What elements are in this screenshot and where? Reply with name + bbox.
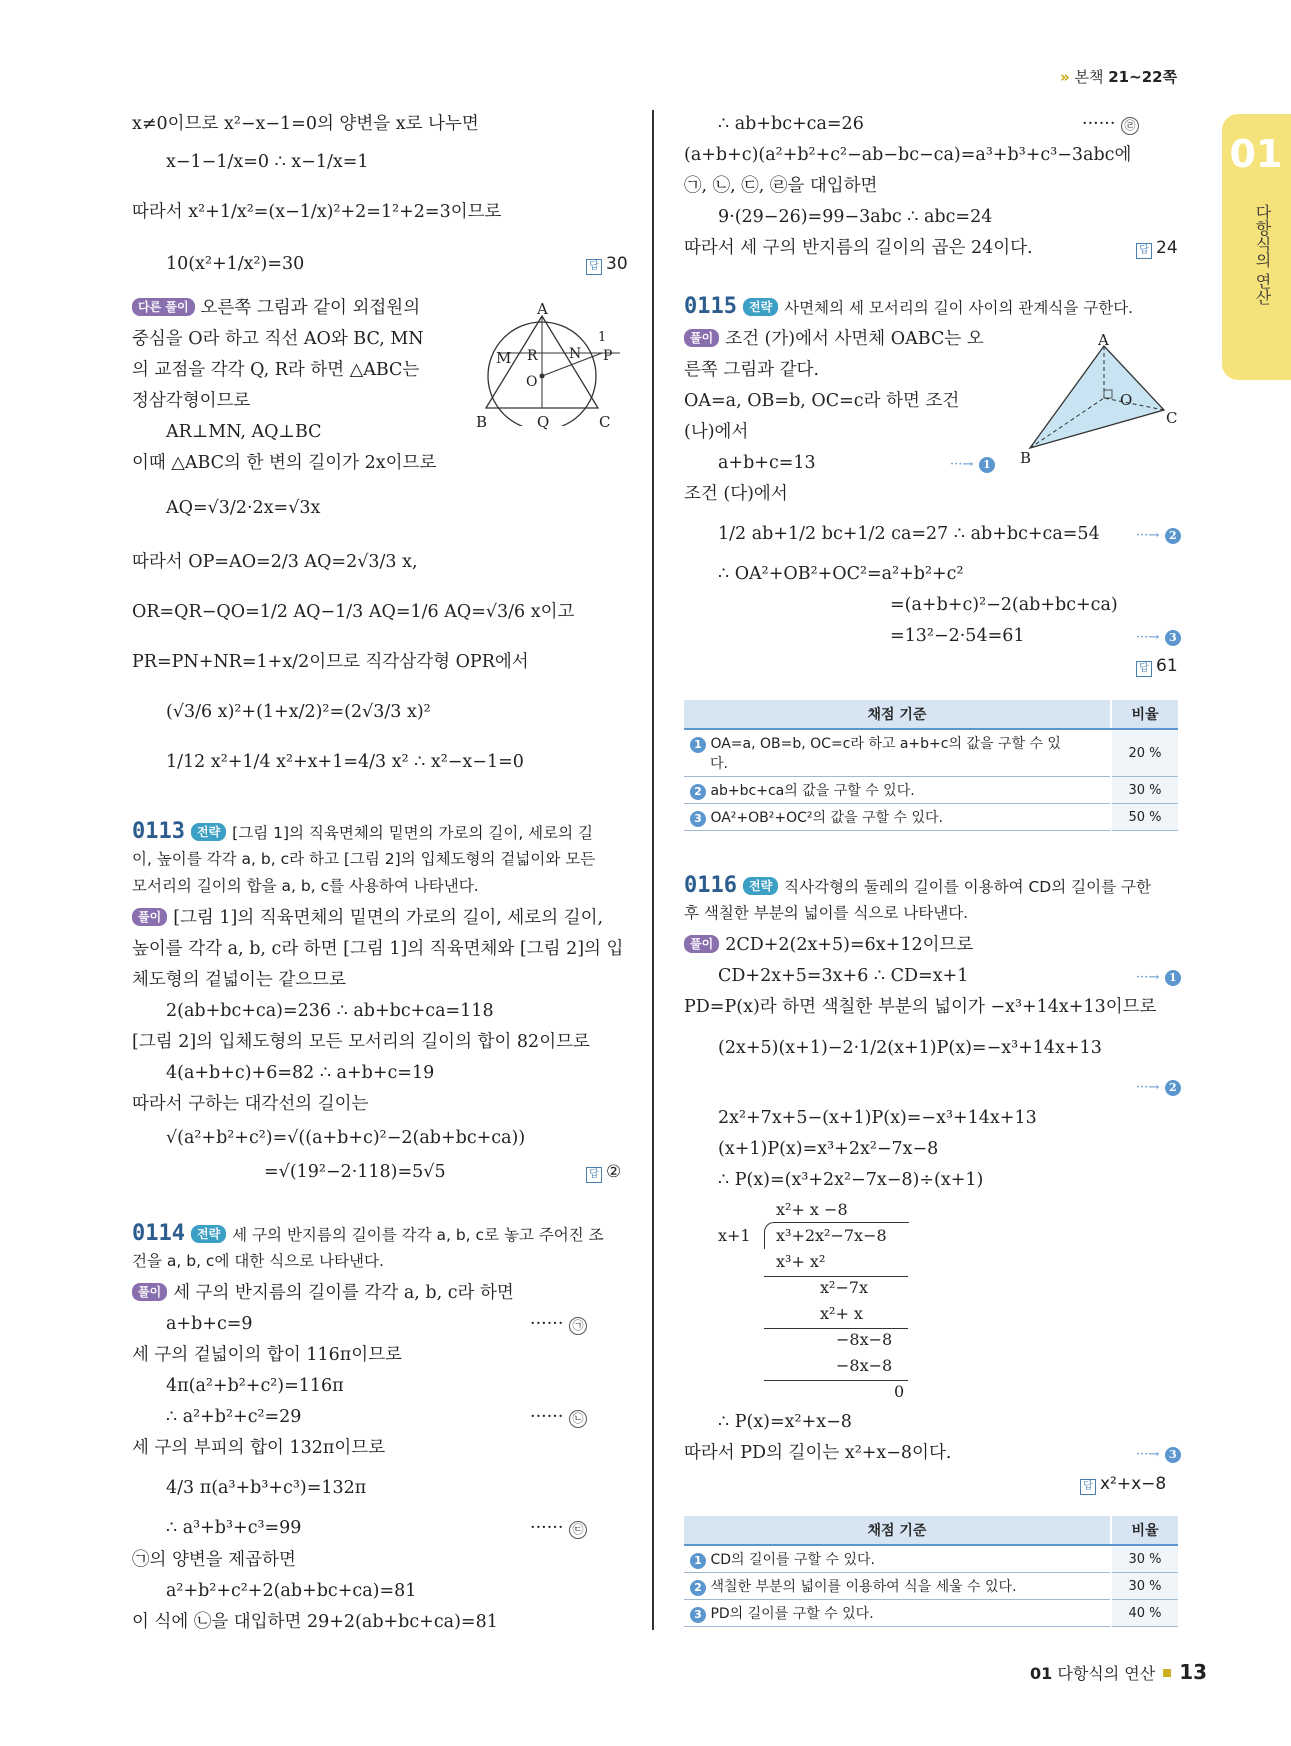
equation: 2x²+7x+5−(x+1)P(x)=−x³+14x+13 <box>718 1108 1037 1128</box>
text-line: PD=P(x)라 하면 색칠한 부분의 넓이가 −x³+14x+13이므로 <box>684 997 1157 1017</box>
answer: 답 30 <box>586 254 628 275</box>
equation: 4π(a²+b²+c²)=116π <box>166 1376 344 1396</box>
equation: 4/3 π(a³+b³+c³)=132π <box>166 1478 367 1498</box>
fig-label-one: 1 <box>598 330 607 345</box>
equation: AR⊥MN, AQ⊥BC <box>166 422 322 442</box>
equation: ∴ P(x)=(x³+2x²−7x−8)÷(x+1) <box>718 1170 984 1190</box>
equation: ∴ a²+b²+c²=29 <box>166 1407 302 1427</box>
arrow-icon: ···→ <box>1136 630 1160 645</box>
scoring-table-0116 <box>684 1516 1178 1627</box>
solution-badge: 풀이 <box>132 1283 167 1301</box>
text-line: [그림 2]의 입체도형의 모든 모서리의 길이의 합이 82이므로 <box>132 1032 590 1052</box>
page-number: 13 <box>1179 1660 1208 1684</box>
table-cell: 1 CD의 길이를 구할 수 있다. <box>684 1545 1111 1573</box>
answer: 답 61 <box>1136 656 1178 677</box>
division-step: x³+ x² <box>776 1252 826 1271</box>
fig-label-c: C <box>599 413 611 431</box>
solution-line: 풀이 조건 (가)에서 사면체 OABC는 오 <box>684 327 984 351</box>
text-line: 른쪽 그림과 같다. <box>684 360 820 380</box>
text-line: 세 구의 부피의 합이 132π이므로 <box>132 1438 386 1458</box>
alt-solution-badge: 다른 풀이 <box>132 298 195 316</box>
table-cell: 50 % <box>1111 804 1178 831</box>
table-header-ratio: 비율 <box>1111 700 1178 729</box>
equation: a+b+c=13 <box>718 453 816 473</box>
step-marker: ···→ 1 <box>950 451 995 477</box>
table-header-criteria: 채점 기준 <box>684 1516 1111 1545</box>
strategy-badge: 전략 <box>191 823 226 841</box>
step-marker: ···→ 1 <box>1136 964 1181 990</box>
text-line: 따라서 PD의 길이는 x²+x−8이다. <box>684 1443 952 1463</box>
equation: 따라서 OP=AO=2/3 AQ=2√3/3 x, <box>132 552 418 572</box>
equation: CD+2x+5=3x+6 ∴ CD=x+1 <box>718 966 969 986</box>
fig-label-p: P <box>603 348 613 364</box>
equation: PR=PN+NR=1+x/2이므로 직각삼각형 OPR에서 <box>132 652 529 672</box>
equation: a+b+c=9 <box>166 1314 253 1334</box>
problem-number: 0116 <box>684 873 737 898</box>
table-cell: 3 PD의 길이를 구할 수 있다. <box>684 1600 1111 1627</box>
text-line: 체도형의 겉넓이는 같으므로 <box>132 970 346 990</box>
problem-0114-strategy: 0114 전략 세 구의 반지름의 길이를 각각 a, b, c로 놓고 주어진 조 <box>132 1221 604 1246</box>
answer-box-icon: 답 <box>1136 661 1152 677</box>
text-line: 이 식에 ㉡을 대입하면 29+2(ab+bc+ca)=81 <box>132 1612 498 1632</box>
marker: ······ ㉢ <box>530 1516 587 1540</box>
equation: 4(a+b+c)+6=82 ∴ a+b+c=19 <box>166 1063 435 1083</box>
tetrahedron-figure <box>1010 330 1180 460</box>
text-line: (나)에서 <box>684 422 749 442</box>
solution-line: 풀이 2CD+2(2x+5)=6x+12이므로 <box>684 933 973 957</box>
fig-label-b: B <box>476 413 488 431</box>
answer: 답 x²+x−8 <box>1080 1474 1166 1495</box>
problem-number: 0115 <box>684 294 737 319</box>
text-line: 따라서 x²+1/x²=(x−1/x)²+2=1²+2=3이므로 <box>132 202 502 222</box>
footer-chapter-number: 01 <box>1030 1664 1053 1683</box>
text-line: 후 색칠한 부분의 넓이를 식으로 나타낸다. <box>684 904 969 922</box>
table-cell: 40 % <box>1111 1600 1178 1627</box>
table-row <box>684 777 1178 804</box>
division-step: x²+ x <box>820 1304 863 1323</box>
equation: a²+b²+c²+2(ab+bc+ca)=81 <box>166 1581 417 1601</box>
page-footer <box>1030 1660 1207 1684</box>
table-row <box>684 1545 1178 1573</box>
answer-box-icon: 답 <box>586 1167 602 1183</box>
table-header <box>684 700 1178 729</box>
division-rule <box>764 1380 908 1381</box>
solution-badge: 풀이 <box>684 329 719 347</box>
strategy-badge: 전략 <box>743 877 778 895</box>
equation: ∴ P(x)=x²+x−8 <box>718 1412 852 1432</box>
table-row <box>684 1600 1178 1627</box>
equation: 10(x²+1/x²)=30 <box>166 254 305 274</box>
arrow-icon: ···→ <box>1136 1447 1160 1462</box>
step-marker: ···→ 3 <box>1136 1441 1181 1467</box>
equation: 9·(29−26)=99−3abc ∴ abc=24 <box>718 207 993 227</box>
answer-box-icon: 답 <box>586 259 602 275</box>
double-chevron-icon: » <box>1060 68 1070 86</box>
equation: (√3/6 x)²+(1+x/2)²=(2√3/3 x)² <box>166 702 431 722</box>
table-cell: 20 % <box>1111 729 1178 777</box>
table-row <box>684 1573 1178 1600</box>
arrow-icon: ···→ <box>1136 528 1160 543</box>
fig-label-b: B <box>1020 449 1032 467</box>
equation: ∴ OA²+OB²+OC²=a²+b²+c² <box>718 564 964 584</box>
chapter-tab-number: 01 <box>1229 132 1283 176</box>
equation: x−1−1/x=0 ∴ x−1/x=1 <box>166 152 369 172</box>
text-line: 따라서 구하는 대각선의 길이는 <box>132 1094 369 1114</box>
text-line: 이, 높이를 각각 a, b, c라 하고 [그림 2]의 입체도형의 겉넓이와 모든 <box>132 850 596 868</box>
problem-number: 0114 <box>132 1221 185 1246</box>
text-line: ㉠의 양변을 제곱하면 <box>132 1550 296 1570</box>
arrow-icon: ···→ <box>1136 1080 1160 1095</box>
arrow-icon: ···→ <box>1136 970 1160 985</box>
table-row <box>684 729 1178 777</box>
table-cell: 30 % <box>1111 1545 1178 1573</box>
equation: 2(ab+bc+ca)=236 ∴ ab+bc+ca=118 <box>166 1001 494 1021</box>
problem-0116-strategy: 0116 전략 직사각형의 둘레의 길이를 이용하여 CD의 길이를 구한 <box>684 873 1151 898</box>
division-step: −8x−8 <box>836 1356 893 1375</box>
table-cell: 30 % <box>1111 777 1178 804</box>
answer-box-icon: 답 <box>1080 1479 1096 1495</box>
equation: (x+1)P(x)=x³+2x²−7x−8 <box>718 1139 939 1159</box>
table-header <box>684 1516 1178 1545</box>
text-line: 정삼각형이므로 <box>132 391 251 411</box>
fig-label-c: C <box>1166 409 1178 427</box>
arrow-icon: ···→ <box>950 457 974 472</box>
answer-box-icon: 답 <box>1136 243 1152 259</box>
marker: ······ ㉡ <box>530 1405 587 1429</box>
fig-label-r: R <box>527 348 538 364</box>
division-quotient: x²+ x −8 <box>776 1200 848 1219</box>
text-line: 중심을 O라 하고 직선 AO와 BC, MN <box>132 329 424 349</box>
problem-0113-strategy: 0113 전략 [그림 1]의 직육면체의 밑면의 가로의 길이, 세로의 길 <box>132 819 594 844</box>
answer: 답 24 <box>1136 238 1178 259</box>
text-line: x≠0이므로 x²−x−1=0의 양변을 x로 나누면 <box>132 114 479 134</box>
solution-line: 풀이 [그림 1]의 직육면체의 밑면의 가로의 길이, 세로의 길이, <box>132 906 603 930</box>
division-dividend: x³+2x²−7x−8 <box>776 1226 887 1245</box>
fig-label-n: N <box>569 346 582 362</box>
square-icon <box>1163 1669 1171 1677</box>
strategy-badge: 전략 <box>191 1225 226 1243</box>
alt-solution-line: 다른 풀이 오른쪽 그림과 같이 외접원의 <box>132 296 420 320</box>
table-cell: 2 ab+bc+ca의 값을 구할 수 있다. <box>684 777 1111 804</box>
text-line: 모서리의 길이의 합을 a, b, c를 사용하여 나타낸다. <box>132 877 479 895</box>
step-marker: ···→ 3 <box>1136 624 1181 650</box>
chapter-tab-title: 다항식의 연산 <box>1253 204 1272 306</box>
step-marker: ···→ 2 <box>1136 522 1181 548</box>
table-cell: 2 색칠한 부분의 넓이를 이용하여 식을 세울 수 있다. <box>684 1573 1111 1600</box>
fig-label-a: A <box>1098 331 1109 349</box>
text-line: 세 구의 겉넓이의 합이 116π이므로 <box>132 1345 403 1365</box>
fig-label-a: A <box>537 300 548 318</box>
problem-number: 0113 <box>132 819 185 844</box>
text-line: ㉠, ㉡, ㉢, ㉣을 대입하면 <box>684 176 878 196</box>
equation: (2x+5)(x+1)−2·1/2(x+1)P(x)=−x³+14x+13 <box>718 1038 1102 1058</box>
text-line: 높이를 각각 a, b, c라 하면 [그림 1]의 직육면체와 [그림 2]의 입 <box>132 939 624 959</box>
text-line: 따라서 세 구의 반지름의 길이의 곱은 24이다. <box>684 238 1033 258</box>
marker: ······ ㉣ <box>1082 112 1139 136</box>
division-step: x²−7x <box>820 1278 869 1297</box>
text-line: 이때 △ABC의 한 변의 길이가 2x이므로 <box>132 453 437 473</box>
scoring-table-0115 <box>684 700 1178 831</box>
equation: 1/2 ab+1/2 bc+1/2 ca=27 ∴ ab+bc+ca=54 <box>718 524 1100 544</box>
division-remainder: 0 <box>894 1382 905 1401</box>
equation: OR=QR−QO=1/2 AQ−1/3 AQ=1/6 AQ=√3/6 x이고 <box>132 602 575 622</box>
step-marker: ···→ 2 <box>1136 1074 1181 1100</box>
equation: ∴ ab+bc+ca=26 <box>718 114 864 134</box>
table-cell: 30 % <box>1111 1573 1178 1600</box>
chapter-tab <box>1222 114 1291 380</box>
fig-label-m: M <box>496 349 512 367</box>
equation: =(a+b+c)²−2(ab+bc+ca) <box>890 595 1118 615</box>
fig-label-o: O <box>1120 391 1133 409</box>
strategy-badge: 전략 <box>743 298 778 316</box>
text-line: 건을 a, b, c에 대한 식으로 나타낸다. <box>132 1252 384 1270</box>
equation: √(a²+b²+c²)=√((a+b+c)²−2(ab+bc+ca)) <box>166 1128 526 1148</box>
problem-0115-strategy: 0115 전략 사면체의 세 모서리의 길이 사이의 관계식을 구한다. <box>684 294 1134 319</box>
equation: AQ=√3/2·2x=√3x <box>166 498 321 518</box>
fig-label-o: O <box>526 374 538 390</box>
text-line: 의 교점을 각각 Q, R라 하면 △ABC는 <box>132 360 420 380</box>
solution-badge: 풀이 <box>684 935 719 953</box>
equation: ∴ a³+b³+c³=99 <box>166 1518 302 1538</box>
equation: =13²−2·54=61 <box>890 626 1025 646</box>
table-row <box>684 804 1178 831</box>
equation: (a+b+c)(a²+b²+c²−ab−bc−ca)=a³+b³+c³−3abc에 <box>684 145 1132 165</box>
footer-chapter-title: 다항식의 연산 <box>1057 1664 1156 1683</box>
answer: 답 ② <box>586 1162 621 1183</box>
column-divider <box>652 110 654 1630</box>
division-divisor: x+1 <box>718 1226 751 1245</box>
fig-label-q: Q <box>537 413 550 431</box>
solution-badge: 풀이 <box>132 908 167 926</box>
division-step: −8x−8 <box>836 1330 893 1349</box>
page-reference: » 본책 21~22쪽 <box>1060 68 1178 86</box>
table-cell: 1 OA=a, OB=b, OC=c라 하고 a+b+c의 값을 구할 수 있 다. <box>684 729 1111 777</box>
table-header-criteria: 채점 기준 <box>684 700 1111 729</box>
equation: 1/12 x²+1/4 x²+x+1=4/3 x² ∴ x²−x−1=0 <box>166 752 524 772</box>
table-cell: 3 OA²+OB²+OC²의 값을 구할 수 있다. <box>684 804 1111 831</box>
text-line: 조건 (다)에서 <box>684 484 788 504</box>
table-header-ratio: 비율 <box>1111 1516 1178 1545</box>
equation: =√(19²−2·118)=5√5 <box>264 1162 446 1182</box>
text-line: OA=a, OB=b, OC=c라 하면 조건 <box>684 391 960 411</box>
solution-line: 풀이 세 구의 반지름의 길이를 각각 a, b, c라 하면 <box>132 1281 514 1305</box>
marker: ······ ㉠ <box>530 1312 587 1336</box>
